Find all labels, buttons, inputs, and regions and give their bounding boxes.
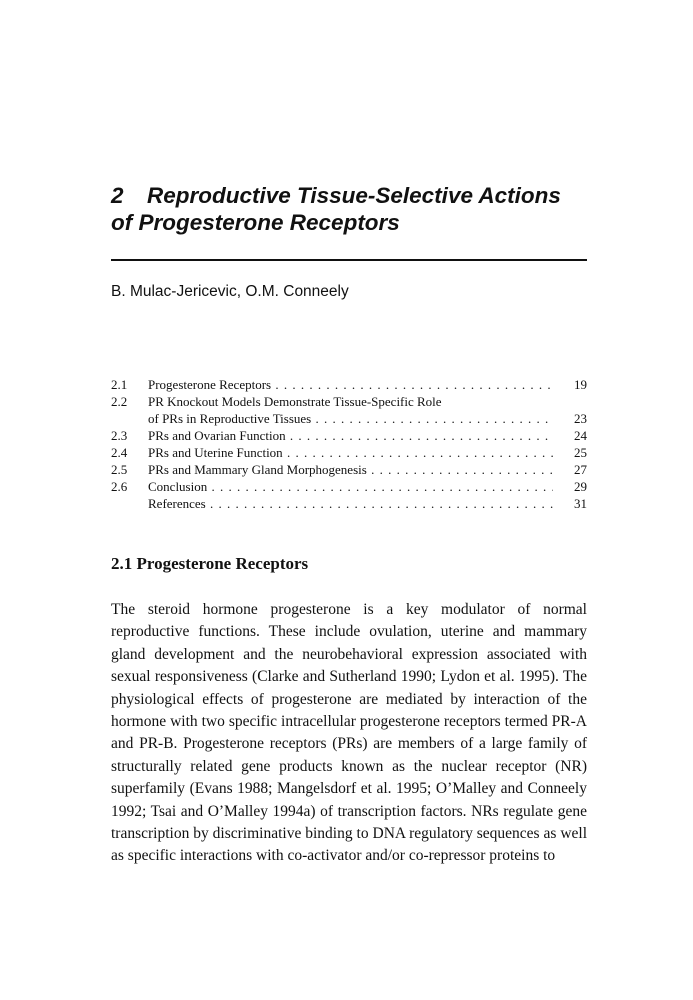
toc-entry[interactable]: [111, 393, 587, 410]
toc-leader-dots: [206, 496, 553, 511]
chapter-title-line-1: Reproductive Tissue-Selective Actions: [147, 183, 561, 208]
toc-entry-page: 24: [574, 428, 587, 443]
toc-leader-dots: [271, 377, 553, 392]
toc-entry-page: 31: [574, 496, 587, 511]
toc-entry-number: 2.1: [111, 377, 128, 392]
toc-leader-dots: [283, 445, 553, 460]
toc-entry[interactable]: [111, 478, 587, 495]
toc-entry-title-wrap: [148, 427, 553, 444]
toc-entry-page: 25: [574, 445, 587, 460]
toc-entry-page: 27: [574, 462, 587, 477]
toc-leader-dots: [367, 462, 553, 477]
toc-entry-number: 2.6: [111, 479, 128, 494]
title-divider: [111, 259, 587, 261]
toc-entry-title: PRs and Uterine Function: [148, 445, 283, 460]
table-of-contents: [111, 376, 587, 512]
toc-entry[interactable]: [111, 410, 587, 427]
toc-entry-page: 29: [574, 479, 587, 494]
toc-entry-title-wrap: [148, 461, 553, 478]
chapter-number: 2: [111, 183, 124, 208]
toc-entry-title-wrap: [148, 376, 553, 393]
toc-entry-title: PR Knockout Models Demonstrate Tissue-Specific Role: [148, 394, 442, 409]
toc-entry-title: PRs and Ovarian Function: [148, 428, 286, 443]
toc-entry-title: of PRs in Reproductive Tissues: [148, 411, 312, 426]
toc-entry-number: 2.5: [111, 462, 128, 477]
toc-entry-title-wrap: [148, 495, 553, 512]
toc-entry-title: PRs and Mammary Gland Morphogenesis: [148, 462, 367, 477]
toc-entry[interactable]: [111, 461, 587, 478]
toc-entry[interactable]: [111, 376, 587, 393]
toc-entry-title-wrap: [148, 410, 553, 427]
toc-entry-number: 2.3: [111, 428, 128, 443]
body-paragraph: The steroid hormone progesterone is a key modulator of normal reproductive functions. These include ovulation, uterine and mammary gland development and the neurobehavioral expression associated with sexual responsiveness (Clarke and Sutherland 1990; Lydon et al. 1995). The physiological effects of progesterone are mediated by interaction of the hormone with two specific intracellular progesterone receptors termed PR-A and PR-B. Progesterone receptors (PRs) are members of a large family of structurally related gene products known as the nuclear receptor (NR) superfamily (Evans 1988; Mangelsdorf et al. 1995; O’Malley and Conneely 1992; Tsai and O’Malley 1994a) of transcription factors. NRs regulate gene transcription by discriminative binding to DNA regulatory sequences as well as specific interactions with co-activator and/or co-repressor proteins to: [111, 601, 587, 865]
toc-entry[interactable]: [111, 495, 587, 512]
chapter-title: [111, 182, 601, 236]
section-heading: 2.1 Progesterone Receptors: [111, 554, 309, 573]
toc-entry-page: 23: [574, 411, 587, 426]
toc-leader-dots: [311, 411, 553, 426]
toc-entry[interactable]: [111, 444, 587, 461]
toc-entry-title-wrap: [148, 444, 553, 461]
toc-entry-title-wrap: [148, 393, 553, 410]
toc-entry-number: 2.4: [111, 445, 128, 460]
toc-entry-title: Conclusion: [148, 479, 208, 494]
chapter-title-line-2: of Progesterone Receptors: [111, 210, 400, 235]
toc-entry-title: References: [148, 496, 206, 511]
toc-entry-page: 19: [574, 377, 587, 392]
toc-leader-dots: [207, 479, 553, 494]
toc-entry-number: 2.2: [111, 394, 128, 409]
toc-leader-dots: [286, 428, 553, 443]
authors: B. Mulac-Jericevic, O.M. Conneely: [111, 283, 349, 300]
toc-entry-title: Progesterone Receptors: [148, 377, 272, 392]
toc-entry[interactable]: [111, 427, 587, 444]
toc-entry-title-wrap: [148, 478, 553, 495]
